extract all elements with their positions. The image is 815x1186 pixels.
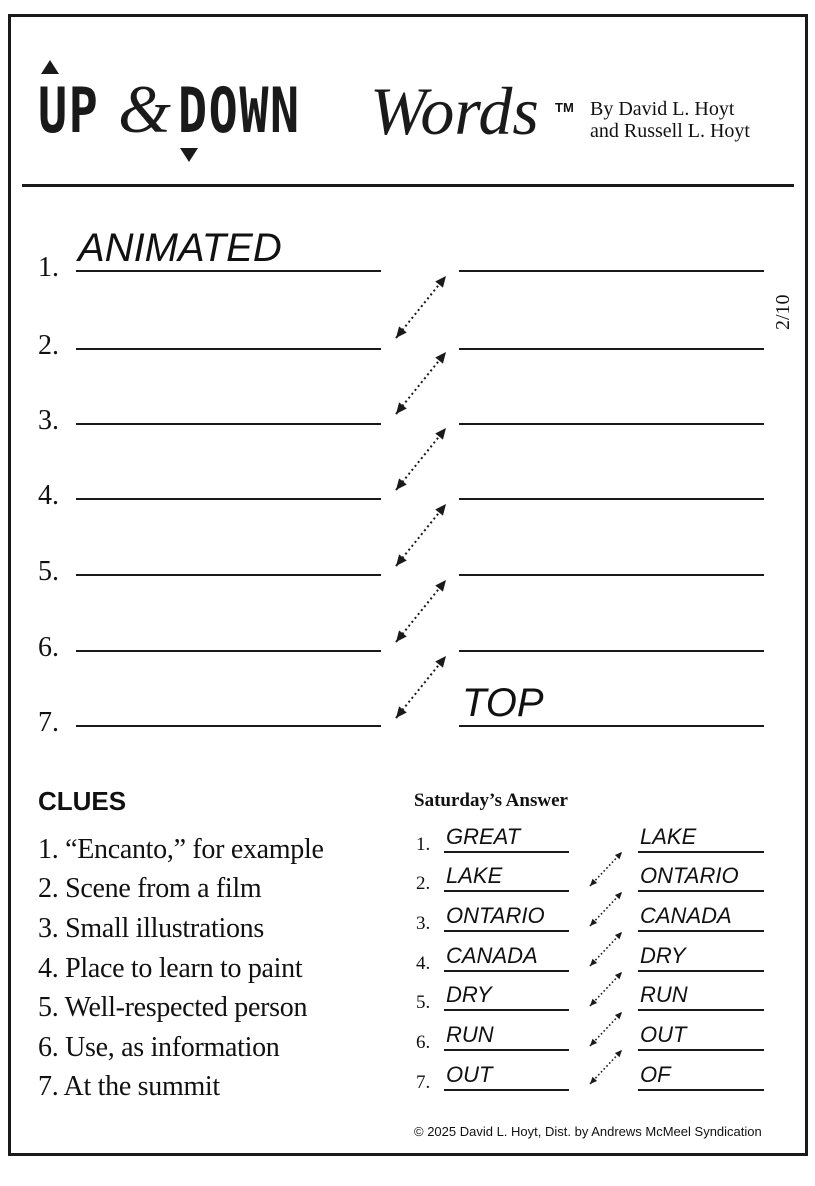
clue-item: 5. Well-respected person: [38, 992, 308, 1023]
answer-right-line: [638, 1009, 764, 1011]
answer-right-line: [638, 890, 764, 892]
answer-right-word: RUN: [640, 982, 688, 1007]
answer-right-word: LAKE: [640, 824, 697, 849]
answer-right-line: [638, 1089, 764, 1091]
clue-item: 7. At the summit: [38, 1071, 220, 1102]
answer-right-line: [638, 1049, 764, 1051]
answer-link-arrow: [590, 1050, 622, 1084]
answer-left-word: DRY: [446, 982, 492, 1007]
answer-left-line: [444, 890, 569, 892]
answer-right-word: ONTARIO: [640, 863, 739, 888]
answer-link-arrow: [590, 1012, 622, 1046]
answer-right-word: OUT: [640, 1022, 687, 1047]
answer-right-line: [638, 930, 764, 932]
answer-left-word: LAKE: [446, 863, 503, 888]
puzzle-row-number: 2.: [38, 330, 59, 361]
answer-left-word: ONTARIO: [446, 903, 545, 928]
logo-words-text: Words: [370, 73, 539, 149]
puzzle-row-number: 6.: [38, 632, 59, 663]
logo-up-text: UP: [38, 74, 100, 147]
answer-left-line: [444, 1009, 569, 1011]
answer-row-number: 4.: [416, 953, 431, 974]
puzzle-link-arrow: [396, 656, 446, 718]
answer-left-word: RUN: [446, 1022, 494, 1047]
answer-link-arrow: [590, 892, 622, 926]
puzzle-row-number: 3.: [38, 405, 59, 436]
puzzle-link-arrow: [396, 580, 446, 642]
puzzle-left-entry: ANIMATED: [78, 226, 282, 270]
answer-row-number: 1.: [416, 834, 431, 855]
byline-line-1: By David L. Hoyt: [590, 98, 735, 120]
answer-left-line: [444, 1089, 569, 1091]
puzzle-link-arrow: [396, 352, 446, 414]
logo-down-text: DOWN: [178, 74, 301, 147]
answer-right-word: CANADA: [640, 903, 732, 928]
answer-right-word: OF: [640, 1062, 671, 1087]
answer-right-word: DRY: [640, 943, 686, 968]
clue-item: 6. Use, as information: [38, 1032, 280, 1063]
answer-row-number: 3.: [416, 913, 431, 934]
answer-row-number: 7.: [416, 1072, 431, 1093]
answer-left-word: CANADA: [446, 943, 538, 968]
answer-row-number: 6.: [416, 1032, 431, 1053]
answer-right-line: [638, 851, 764, 853]
puzzle-row-number: 7.: [38, 707, 59, 738]
puzzle-row-number: 1.: [38, 252, 59, 283]
answer-left-word: GREAT: [446, 824, 521, 849]
answer-left-line: [444, 851, 569, 853]
answer-link-arrow: [590, 852, 622, 886]
logo-ampersand: &: [118, 71, 171, 147]
clue-item: 4. Place to learn to paint: [38, 953, 303, 984]
logo-trademark: TM: [555, 100, 574, 115]
answer-link-arrow: [590, 932, 622, 966]
answer-left-line: [444, 970, 569, 972]
answer-right-line: [638, 970, 764, 972]
puzzle-link-arrow: [396, 428, 446, 490]
saturday-answer-title: Saturday’s Answer: [414, 790, 568, 811]
date-label: 2/10: [772, 294, 794, 330]
puzzle-row-number: 4.: [38, 480, 59, 511]
clue-item: 1. “Encanto,” for example: [38, 834, 324, 865]
answer-link-arrow: [590, 972, 622, 1006]
clue-item: 3. Small illustrations: [38, 913, 264, 944]
answer-left-line: [444, 930, 569, 932]
clues-title: CLUES: [38, 786, 127, 816]
answer-left-word: OUT: [446, 1062, 493, 1087]
puzzle-right-entry: TOP: [462, 681, 544, 725]
copyright-notice: © 2025 David L. Hoyt, Dist. by Andrews McMeel Syndication: [414, 1124, 762, 1139]
answer-row-number: 2.: [416, 873, 431, 894]
puzzle-row-number: 5.: [38, 556, 59, 587]
byline-line-2: and Russell L. Hoyt: [590, 120, 750, 142]
clue-item: 2. Scene from a film: [38, 873, 262, 904]
puzzle-link-arrow: [396, 276, 446, 338]
answer-left-line: [444, 1049, 569, 1051]
puzzle-link-arrow: [396, 504, 446, 566]
answer-row-number: 5.: [416, 992, 431, 1013]
